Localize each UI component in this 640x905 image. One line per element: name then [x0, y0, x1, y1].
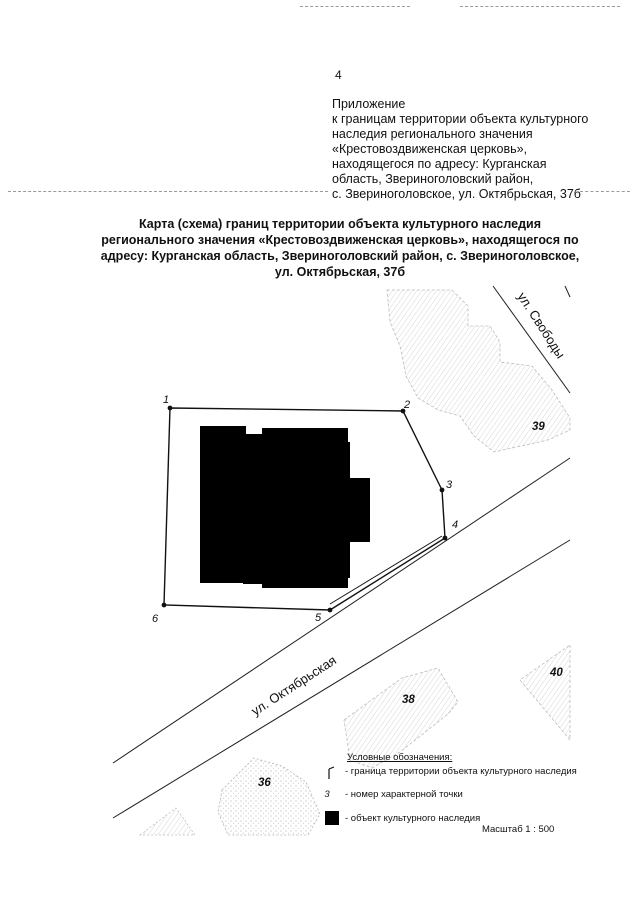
map-scale: Масштаб 1 : 500 [482, 824, 555, 835]
boundary-point-1 [163, 394, 172, 410]
lot-label-40: 40 [550, 667, 563, 679]
legend-item-boundary [322, 766, 622, 780]
map-title-line: ул. Октябрьская, 37б [274, 265, 406, 279]
lot-36 [218, 758, 320, 835]
legend-item-point-number [322, 789, 622, 803]
black-square-icon [322, 810, 342, 826]
point-label-1: 1 [163, 394, 170, 406]
boundary-point-6 [152, 603, 166, 625]
lot-40 [520, 645, 570, 740]
point-label-4: 4 [452, 519, 459, 531]
appendix-line: с. Звериноголовское, ул. Октябрьская, 37б [332, 187, 581, 201]
appendix-line: Приложение [332, 97, 406, 111]
appendix-line: область, Звериноголовский район, [332, 172, 534, 186]
page-number: 4 [335, 68, 342, 82]
boundary-point-2 [401, 399, 411, 413]
boundary-point-3 [440, 479, 453, 492]
map-title-line: регионального значения «Крестовоздвиженская церковь», находящегося по [101, 233, 579, 247]
map-title-line: Карта (схема) границ территории объекта культурного наследия [139, 217, 541, 231]
lot-edge-left [140, 808, 195, 835]
point-label-5: 5 [315, 612, 322, 624]
legend-title: Условные обозначения: [347, 752, 453, 763]
lot-label-36: 36 [258, 777, 271, 789]
point-label-2: 2 [404, 399, 411, 411]
lot-label-38: 38 [402, 694, 415, 706]
legend-text: - номер характерной точки [345, 789, 463, 800]
appendix-line: находящегося по адресу: Курганская [332, 157, 547, 171]
point-label-3: 3 [446, 479, 453, 491]
map-title-line: адресу: Курганская область, Звериноголовский район, с. Звериноголовское, [100, 249, 580, 263]
legend-item-object [322, 810, 622, 826]
street-svobody-edge [565, 286, 570, 297]
cultural-heritage-object [200, 426, 370, 588]
street-label-oktyabrskaya: ул. Октябрьская [248, 652, 339, 719]
street-label-svobody: ул. Свободы [514, 289, 569, 362]
legend-text: - объект культурного наследия [345, 813, 481, 824]
appendix-line: «Крестовоздвиженская церковь», [332, 142, 528, 156]
point-label-6: 6 [152, 613, 159, 625]
legend-text: - граница территории объекта культурного наследия [345, 766, 577, 777]
boundary-line-icon [322, 766, 342, 780]
appendix-line: наследия регионального значения [332, 127, 533, 141]
point-number-icon: 3 [324, 789, 330, 800]
lot-label-39: 39 [532, 421, 545, 433]
appendix-line: к границам территории объекта культурного [332, 112, 589, 126]
